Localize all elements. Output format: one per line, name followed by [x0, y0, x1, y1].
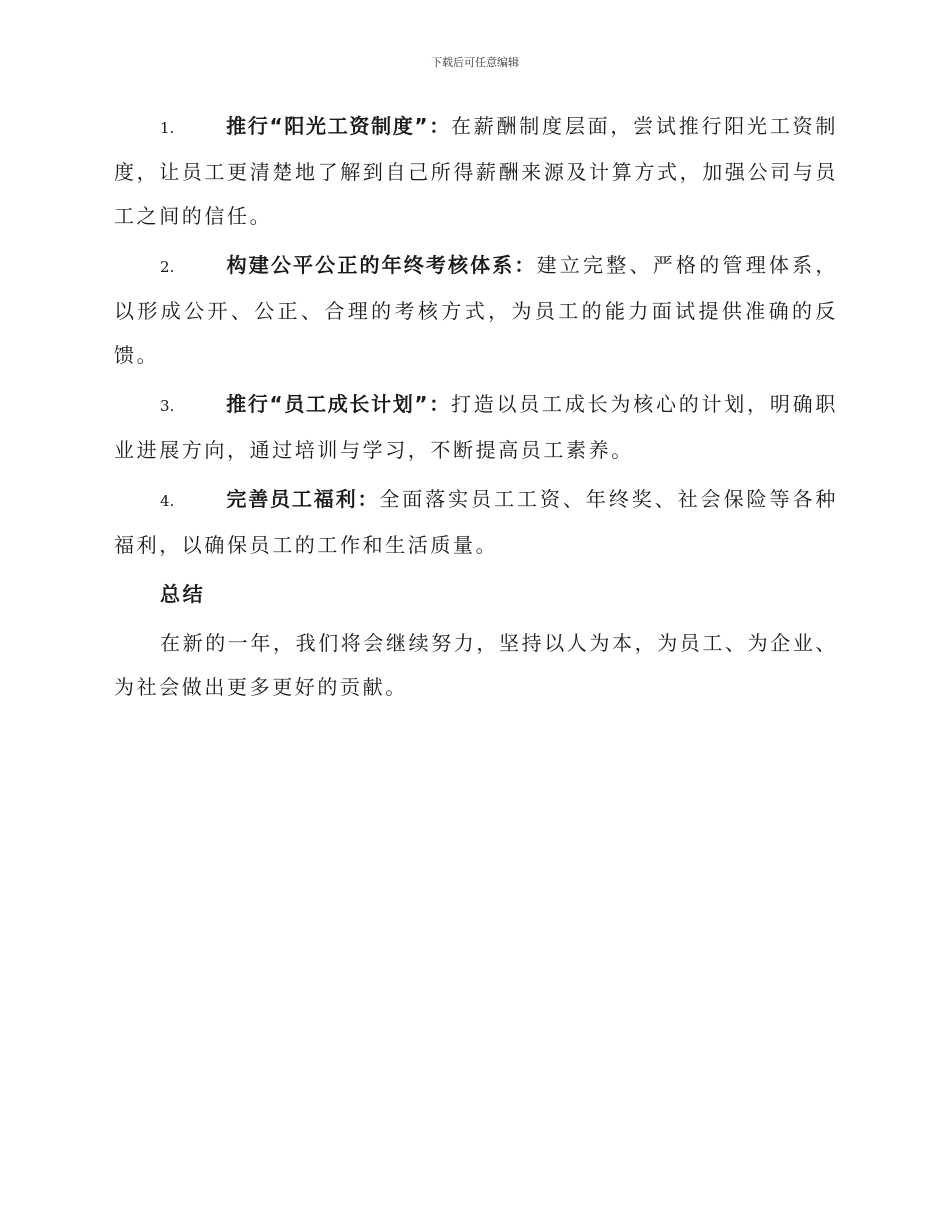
list-item-text: 全面落实员工工资、年终奖、社会保险等各种福利，以确保员工的工作和生活质量。 — [114, 487, 839, 557]
list-item-2 — [114, 243, 838, 377]
document-body — [114, 104, 838, 709]
list-item-text: 建立完整、严格的管理体系，以形成公开、公正、合理的考核方式，为员工的能力面试提供准确的反馈。 — [114, 253, 839, 367]
list-number: 3. — [160, 397, 175, 415]
list-item-text: 在薪酬制度层面，尝试推行阳光工资制度，让员工更清楚地了解到自己所得薪酬来源及计算方式，加强公司与员工之间的信任。 — [114, 114, 838, 228]
list-item-3 — [114, 382, 838, 472]
list-item-heading: 推行“员工成长计划”： — [226, 392, 451, 416]
list-item-text: 打造以员工成长为核心的计划，明确职业进展方向，通过培训与学习，不断提高员工素养。 — [114, 392, 838, 462]
list-number: 1. — [160, 119, 175, 137]
list-item-heading: 完善员工福利： — [226, 487, 380, 511]
list-item-heading: 推行“阳光工资制度”： — [226, 114, 451, 138]
list-number: 2. — [160, 258, 175, 276]
list-item-heading: 构建公平公正的年终考核体系： — [226, 253, 537, 277]
list-number: 4. — [160, 492, 175, 510]
summary-paragraph: 在新的一年，我们将会继续努力，坚持以人为本，为员工、为企业、为社会做出更多更好的贡献。 — [114, 631, 838, 699]
list-item-4 — [114, 477, 838, 567]
list-item-1 — [114, 104, 838, 238]
summary-heading: 总结 — [160, 582, 206, 606]
page-header: 下载后可任意编辑 — [431, 56, 519, 69]
